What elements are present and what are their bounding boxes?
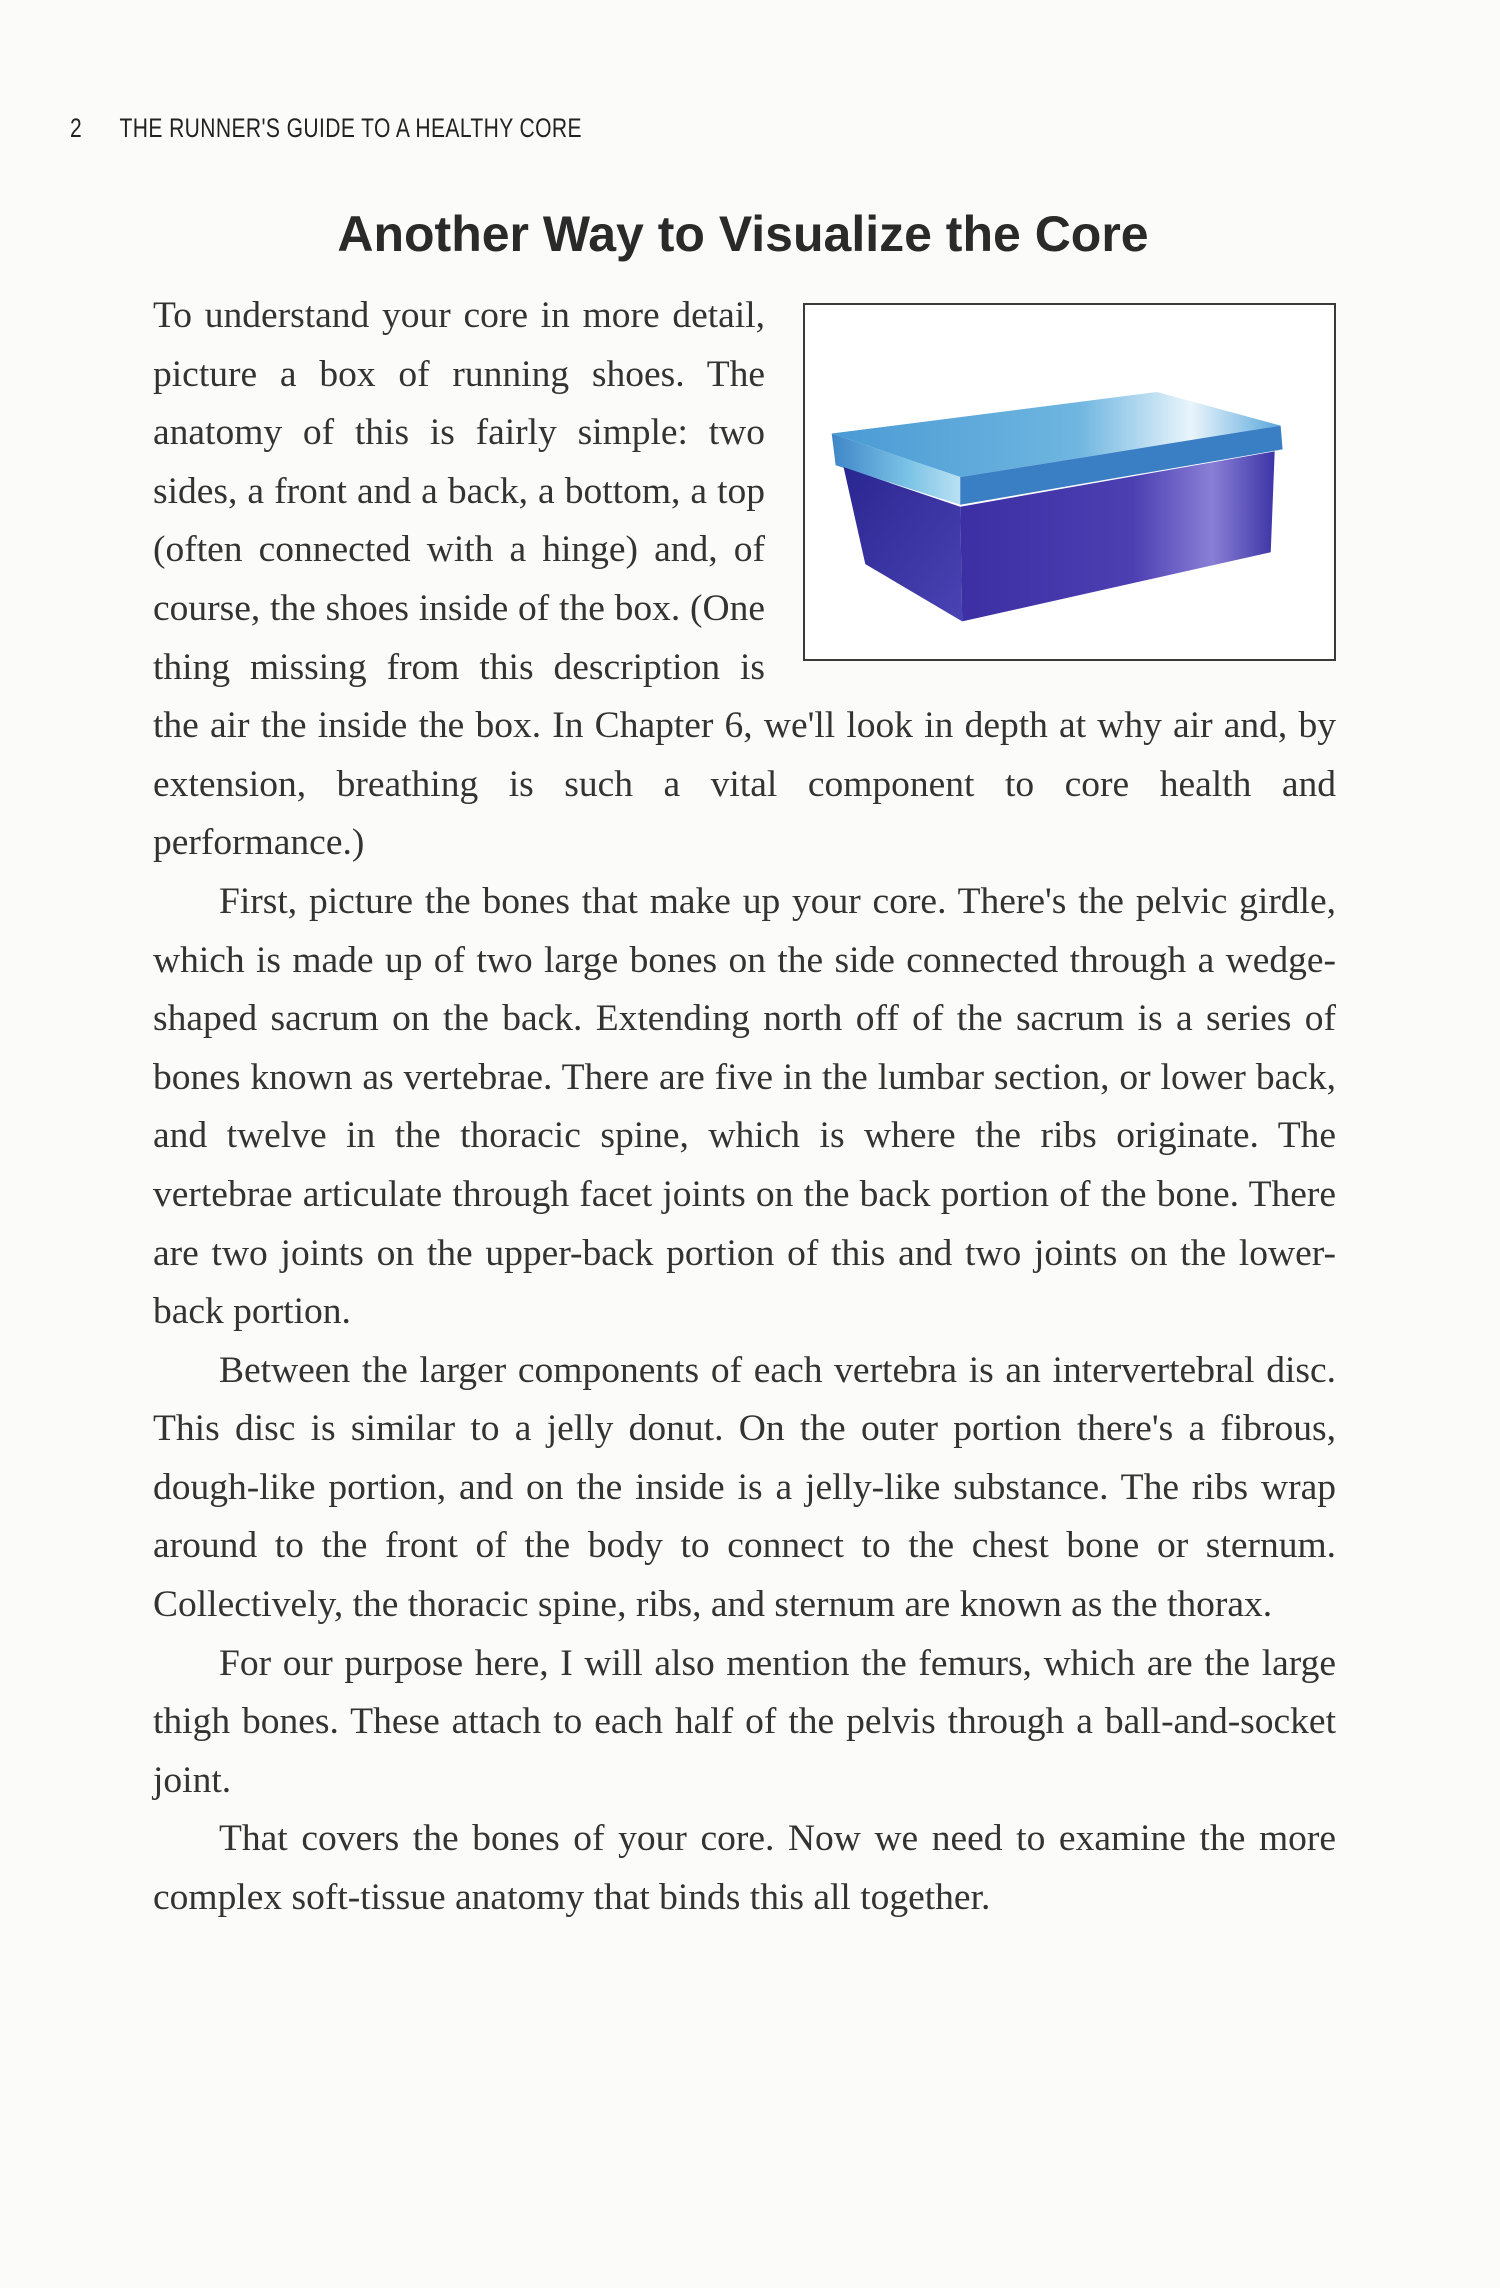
paragraph-1-rest: look in depth at why air and, by extension, breathing is such a vital component to core health and performance.) xyxy=(153,705,1336,864)
body-text xyxy=(153,287,1336,1928)
book-title: THE RUNNER'S GUIDE TO A HEALTHY CORE xyxy=(119,112,582,143)
paragraph-5: That covers the bones of your core. Now we need to examine the more complex soft-tissue anatomy that binds this all together. xyxy=(153,1818,1336,1919)
section-heading: Another Way to Visualize the Core xyxy=(337,206,1149,262)
paragraph-1 xyxy=(153,287,1336,873)
paragraph-3: Between the larger components of each vertebra is an intervertebral disc. This disc is similar to a jelly donut. On the outer portion there's a fibrous, dough-like portion, and on the inside is a jelly-like substance. The ribs wrap around to the front of the body to connect to the chest bone or sternum. Collectively, the thoracic spine, ribs, and sternum are known as the thorax. xyxy=(153,1349,1336,1626)
running-head xyxy=(70,108,582,148)
shoe-box-figure xyxy=(803,303,1336,661)
paragraph-2: First, picture the bones that make up your core. There's the pelvic girdle, which is made up of two large bones on the side connected through a wedge-shaped sacrum on the back. Extending north off of the sacrum is a series of bones known as vertebrae. There are five in the lumbar section, or lower back, and twelve in the thoracic spine, which is where the ribs originate. The vertebrae articulate through facet joints on the back portion of the bone. There are two joints on the upper-back portion of this and two joints on the lower-back portion. xyxy=(153,880,1336,1333)
page-number: 2 xyxy=(70,112,83,143)
paragraph-4: For our purpose here, I will also mention the femurs, which are the large thigh bones. These attach to each half of the pelvis through a ball-and-socket joint. xyxy=(153,1642,1336,1801)
shoe-box-illustration-icon xyxy=(805,305,1334,659)
paragraph-1-start: To understand your core in more detail, picture a box of running shoes. The anatomy of this is fairly simple: two sides, a front and a back, a bottom, a top (often connected with a hinge) and, of course, the shoes inside of the box. (One thing missing from this description is the air the inside the box. In Chapter 6, we'll xyxy=(153,295,847,747)
